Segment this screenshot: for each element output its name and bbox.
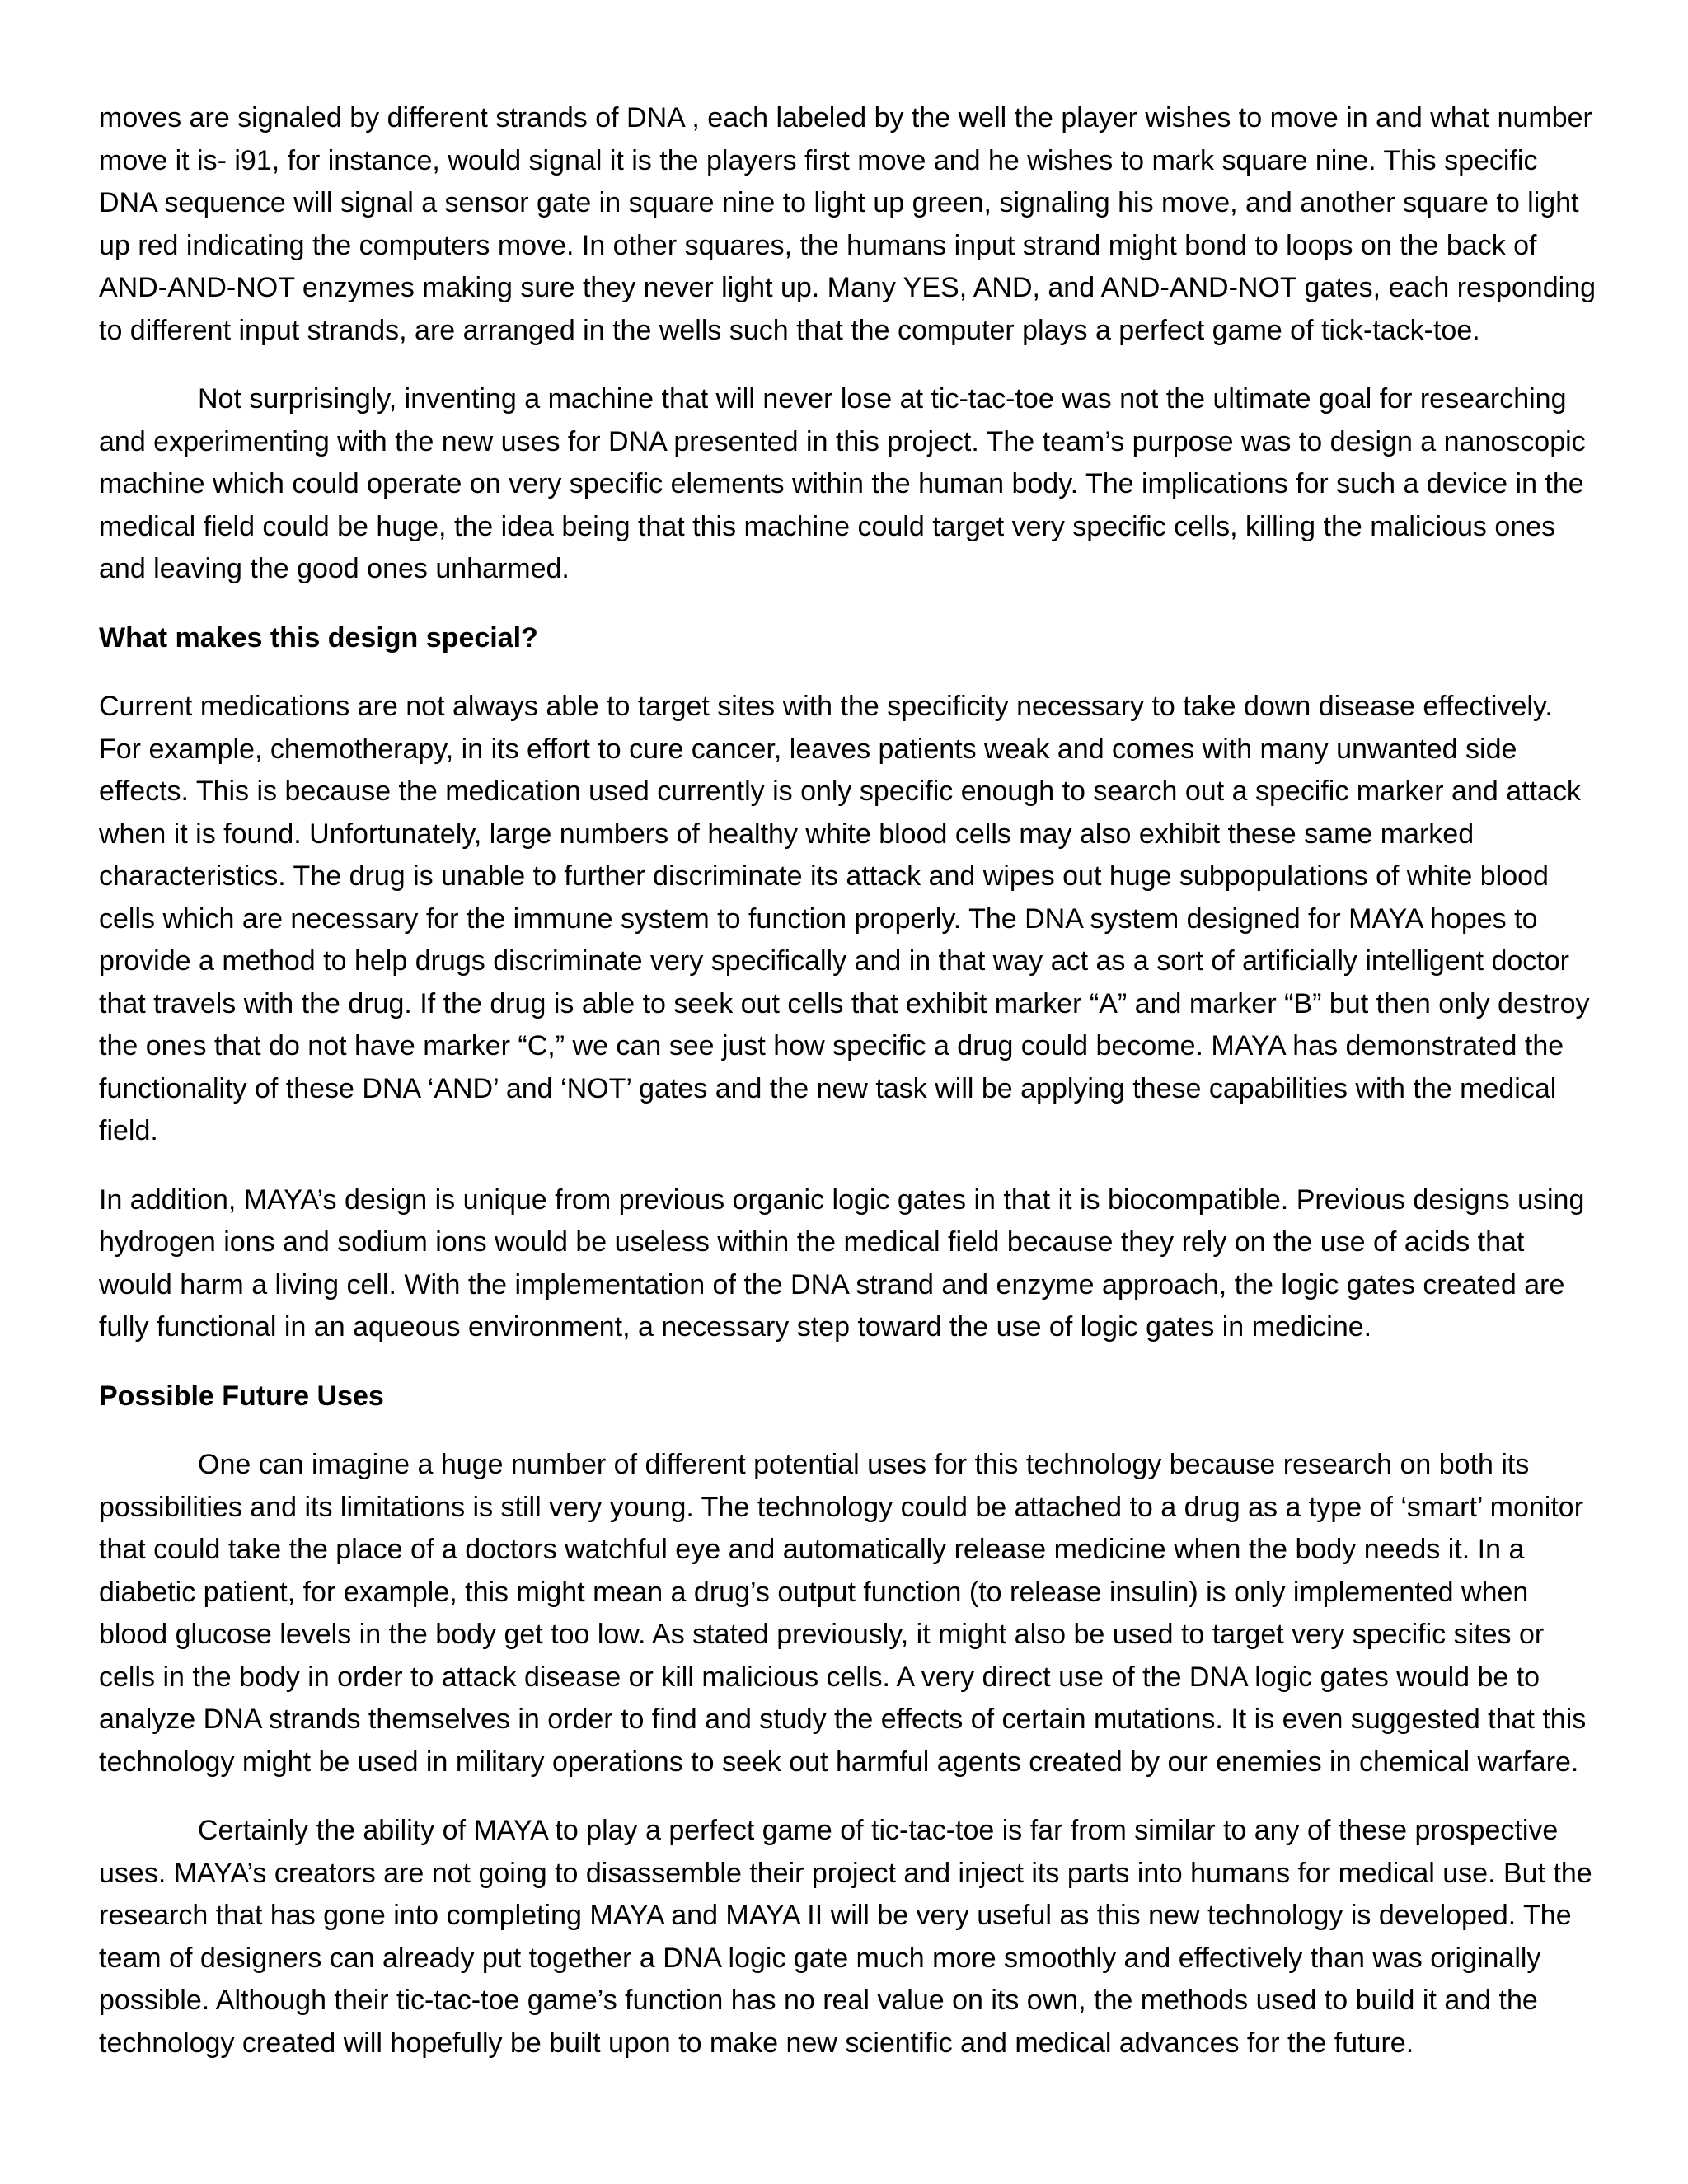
paragraph-current-medications: Current medications are not always able to target sites with the specificity necessary to take down disease effectively. For example, chemotherapy, in its effort to cure cancer, leaves patients weak and comes with many unwanted side effects. This is because the medication used currently is only specific enough to search out a specific marker and attack when it is found. Unfortunately, large numbers of healthy white blood cells may also exhibit these same marked characteristics. The drug is unable to further discriminate its attack and wipes out huge subpopulations of white blood cells which are necessary for the immune system to function properly. The DNA system designed for MAYA hopes to provide a method to help drugs discriminate very specifically and in that way act as a sort of artificially intelligent doctor that travels with the drug. If the drug is able to seek out cells that exhibit marker “A” and marker “B” but then only destroy the ones that do not have marker “C,” we can see just how specific a drug could become. MAYA has demonstrated the functionality of these DNA ‘AND’ and ‘NOT’ gates and the new task will be applying these capabilities with the medical field. (99, 691, 1590, 1146)
paragraph-biocompatible: In addition, MAYA’s design is unique from previous organic logic gates in that it is biocompatible. Previous designs using hydrogen ions and sodium ions would be useless within the medical field because they rely on the use of acids that would harm a living cell. With the implementation of the DNA strand and enzyme approach, the logic gates created are fully functional in an aqueous environment, a necessary step toward the use of logic gates in medicine. (99, 1183, 1585, 1343)
section-heading-design-special: What makes this design special? (99, 621, 538, 654)
paragraph-potential-uses: One can imagine a huge number of different potential uses for this technology because research on both its possibilities and its limitations is still very young. The technology could be attached to a drug as a type of ‘smart’ monitor that could take the place of a doctors watchful eye and automatically release medicine when the body needs it. In a diabetic patient, for example, this might mean a drug’s output function (to release insulin) is only implemented when blood glucose levels in the body get too low. As stated previously, it might also be used to target very specific sites or cells in the body in order to attack disease or kill malicious cells. A very direct use of the DNA logic gates would be to analyze DNA strands themselves in order to find and study the effects of certain mutations. It is even suggested that this technology might be used in military operations to seek out harmful agents created by our enemies in chemical warfare. (99, 1449, 1587, 1778)
document-page (99, 97, 1599, 2091)
paragraph-conclusion: Certainly the ability of MAYA to play a perfect game of tic-tac-toe is far from similar to any of these prospective uses. MAYA’s creators are not going to disassemble their project and inject its parts into humans for medical use. But the research that has gone into completing MAYA and MAYA II will be very useful as this new technology is developed. The team of designers can already put together a DNA logic gate much more smoothly and effectively than was originally possible. Although their tic-tac-toe game’s function has no real value on its own, the methods used to build it and the technology created will hopefully be built upon to make new scientific and medical advances for the future. (99, 1815, 1592, 2059)
paragraph-intro-moves: moves are signaled by different strands of DNA , each labeled by the well the player wishes to move in and what number move it is- i91, for instance, would signal it is the players first move and he wishes to mark square nine. This specific DNA sequence will signal a sensor gate in square nine to light up green, signaling his move, and another square to light up red indicating the computers move. In other squares, the humans input strand might bond to loops on the back of AND-AND-NOT enzymes making sure they never light up. Many YES, AND, and AND-AND-NOT gates, each responding to different input strands, are arranged in the wells such that the computer plays a perfect game of tick-tack-toe. (99, 102, 1596, 346)
section-heading-future-uses: Possible Future Uses (99, 1380, 384, 1412)
paragraph-ultimate-goal: Not surprisingly, inventing a machine that will never lose at tic-tac-toe was not the ultimate goal for researching and experimenting with the new uses for DNA presented in this project. The team’s purpose was to design a nanoscopic machine which could operate on very specific elements within the human body. The implications for such a device in the medical field could be huge, the idea being that this machine could target very specific cells, killing the malicious ones and leaving the good ones unharmed. (99, 383, 1586, 584)
